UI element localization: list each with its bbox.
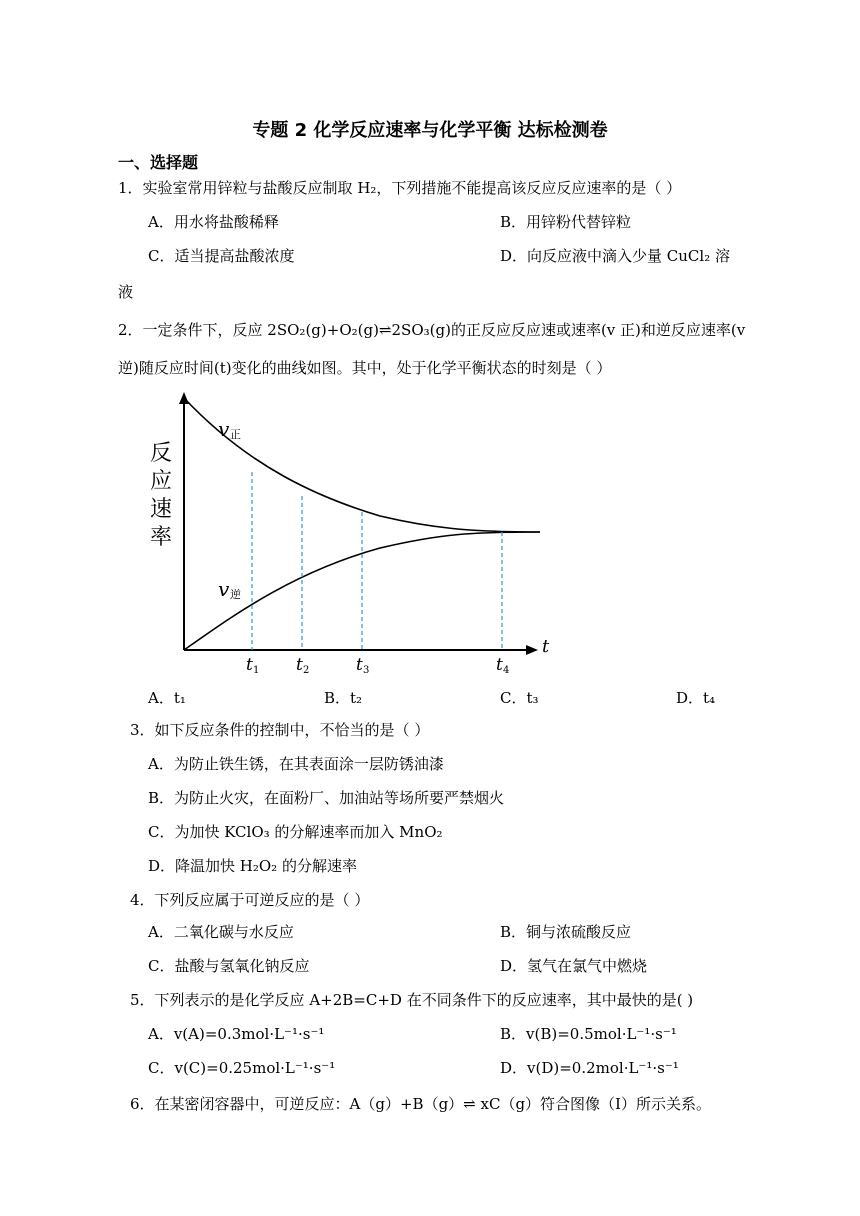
question-6-stem: 6．在某密闭容器中，可逆反应：A（g）+B（g）⇌ xC（g）符合图像（I）所示关系。 [130, 1095, 711, 1113]
question-3-option-d: D．降温加快 H₂O₂ 的分解速率 [148, 857, 357, 875]
question-1-option-d: D．向反应液中滴入少量 CuCl₂ 溶 [500, 247, 730, 265]
tick-t3: t [356, 655, 363, 675]
v-forward-subscript: 正 [230, 428, 241, 441]
tick-t1: t [246, 655, 253, 675]
forward-rate-curve [184, 398, 540, 532]
y-label-char-3: 速 [150, 497, 173, 522]
question-1-option-d-continued: 液 [118, 283, 134, 301]
tick-t1-sub: 1 [253, 665, 260, 676]
question-1-option-a: A．用水将盐酸稀释 [148, 213, 279, 231]
question-5-option-b: B．v(B)=0.5mol·L⁻¹·s⁻¹ [500, 1025, 677, 1043]
y-label-char-2: 应 [150, 469, 173, 494]
tick-t2-sub: 2 [303, 665, 310, 676]
question-5-option-c: C．v(C)=0.25mol·L⁻¹·s⁻¹ [148, 1059, 336, 1077]
question-3-stem: 3．如下反应条件的控制中，不恰当的是（ ） [130, 721, 430, 739]
question-4-option-b: B．铜与浓硫酸反应 [500, 923, 632, 941]
rate-time-graph [140, 388, 570, 678]
y-label-char-4: 率 [150, 525, 173, 550]
x-axis-label: t [542, 636, 550, 657]
tick-t4: t [496, 655, 503, 675]
question-4-option-d: D．氢气在氯气中燃烧 [500, 957, 648, 975]
page-title: 专题 2 化学反应速率与化学平衡 达标检测卷 [252, 120, 608, 141]
section-heading: 一、选择题 [118, 153, 199, 172]
v-reverse-label: v [218, 577, 230, 601]
question-1-stem: 1．实验室常用锌粒与盐酸反应制取 H₂，下列措施不能提高该反应反应速率的是（ ） [118, 179, 682, 197]
question-2-option-c: C．t₃ [500, 689, 539, 707]
question-2-stem-line-1: 2．一定条件下，反应 2SO₂(g)+O₂(g)⇌2SO₃(g)的正反应反应速或速率(v 正)和逆反应速率(v [118, 321, 746, 339]
question-5-option-a: A．v(A)=0.3mol·L⁻¹·s⁻¹ [148, 1025, 325, 1043]
question-4-option-c: C．盐酸与氢氧化钠反应 [148, 957, 310, 975]
question-3-option-c: C．为加快 KClO₃ 的分解速率而加入 MnO₂ [148, 823, 443, 841]
y-label-char-1: 反 [150, 441, 173, 466]
v-forward-label: v [218, 417, 230, 441]
tick-t2: t [296, 655, 303, 675]
question-2-stem-line-2: 逆)随反应时间(t)变化的曲线如图。其中，处于化学平衡状态的时刻是（ ） [118, 359, 612, 377]
x-axis-arrow [526, 645, 538, 655]
question-2-option-b: B．t₂ [324, 689, 363, 707]
question-5-stem: 5．下列表示的是化学反应 A+2B=C+D 在不同条件下的反应速率，其中最快的是( ) [130, 991, 694, 1009]
question-1-option-c: C．适当提高盐酸浓度 [148, 247, 295, 265]
question-3-option-b: B．为防止火灾，在面粉厂、加油站等场所要严禁烟火 [148, 789, 505, 807]
question-3-option-a: A．为防止铁生锈，在其表面涂一层防锈油漆 [148, 755, 444, 773]
question-5-option-d: D．v(D)=0.2mol·L⁻¹·s⁻¹ [500, 1059, 679, 1077]
question-4-option-a: A．二氧化碳与水反应 [148, 923, 294, 941]
question-2-option-d: D．t₄ [676, 689, 716, 707]
question-2-option-a: A．t₁ [148, 689, 186, 707]
tick-t4-sub: 4 [503, 665, 510, 676]
question-1-option-b: B．用锌粉代替锌粒 [500, 213, 632, 231]
v-reverse-subscript: 逆 [230, 588, 241, 601]
question-4-stem: 4．下列反应属于可逆反应的是（ ） [130, 891, 370, 909]
tick-t3-sub: 3 [363, 665, 370, 676]
